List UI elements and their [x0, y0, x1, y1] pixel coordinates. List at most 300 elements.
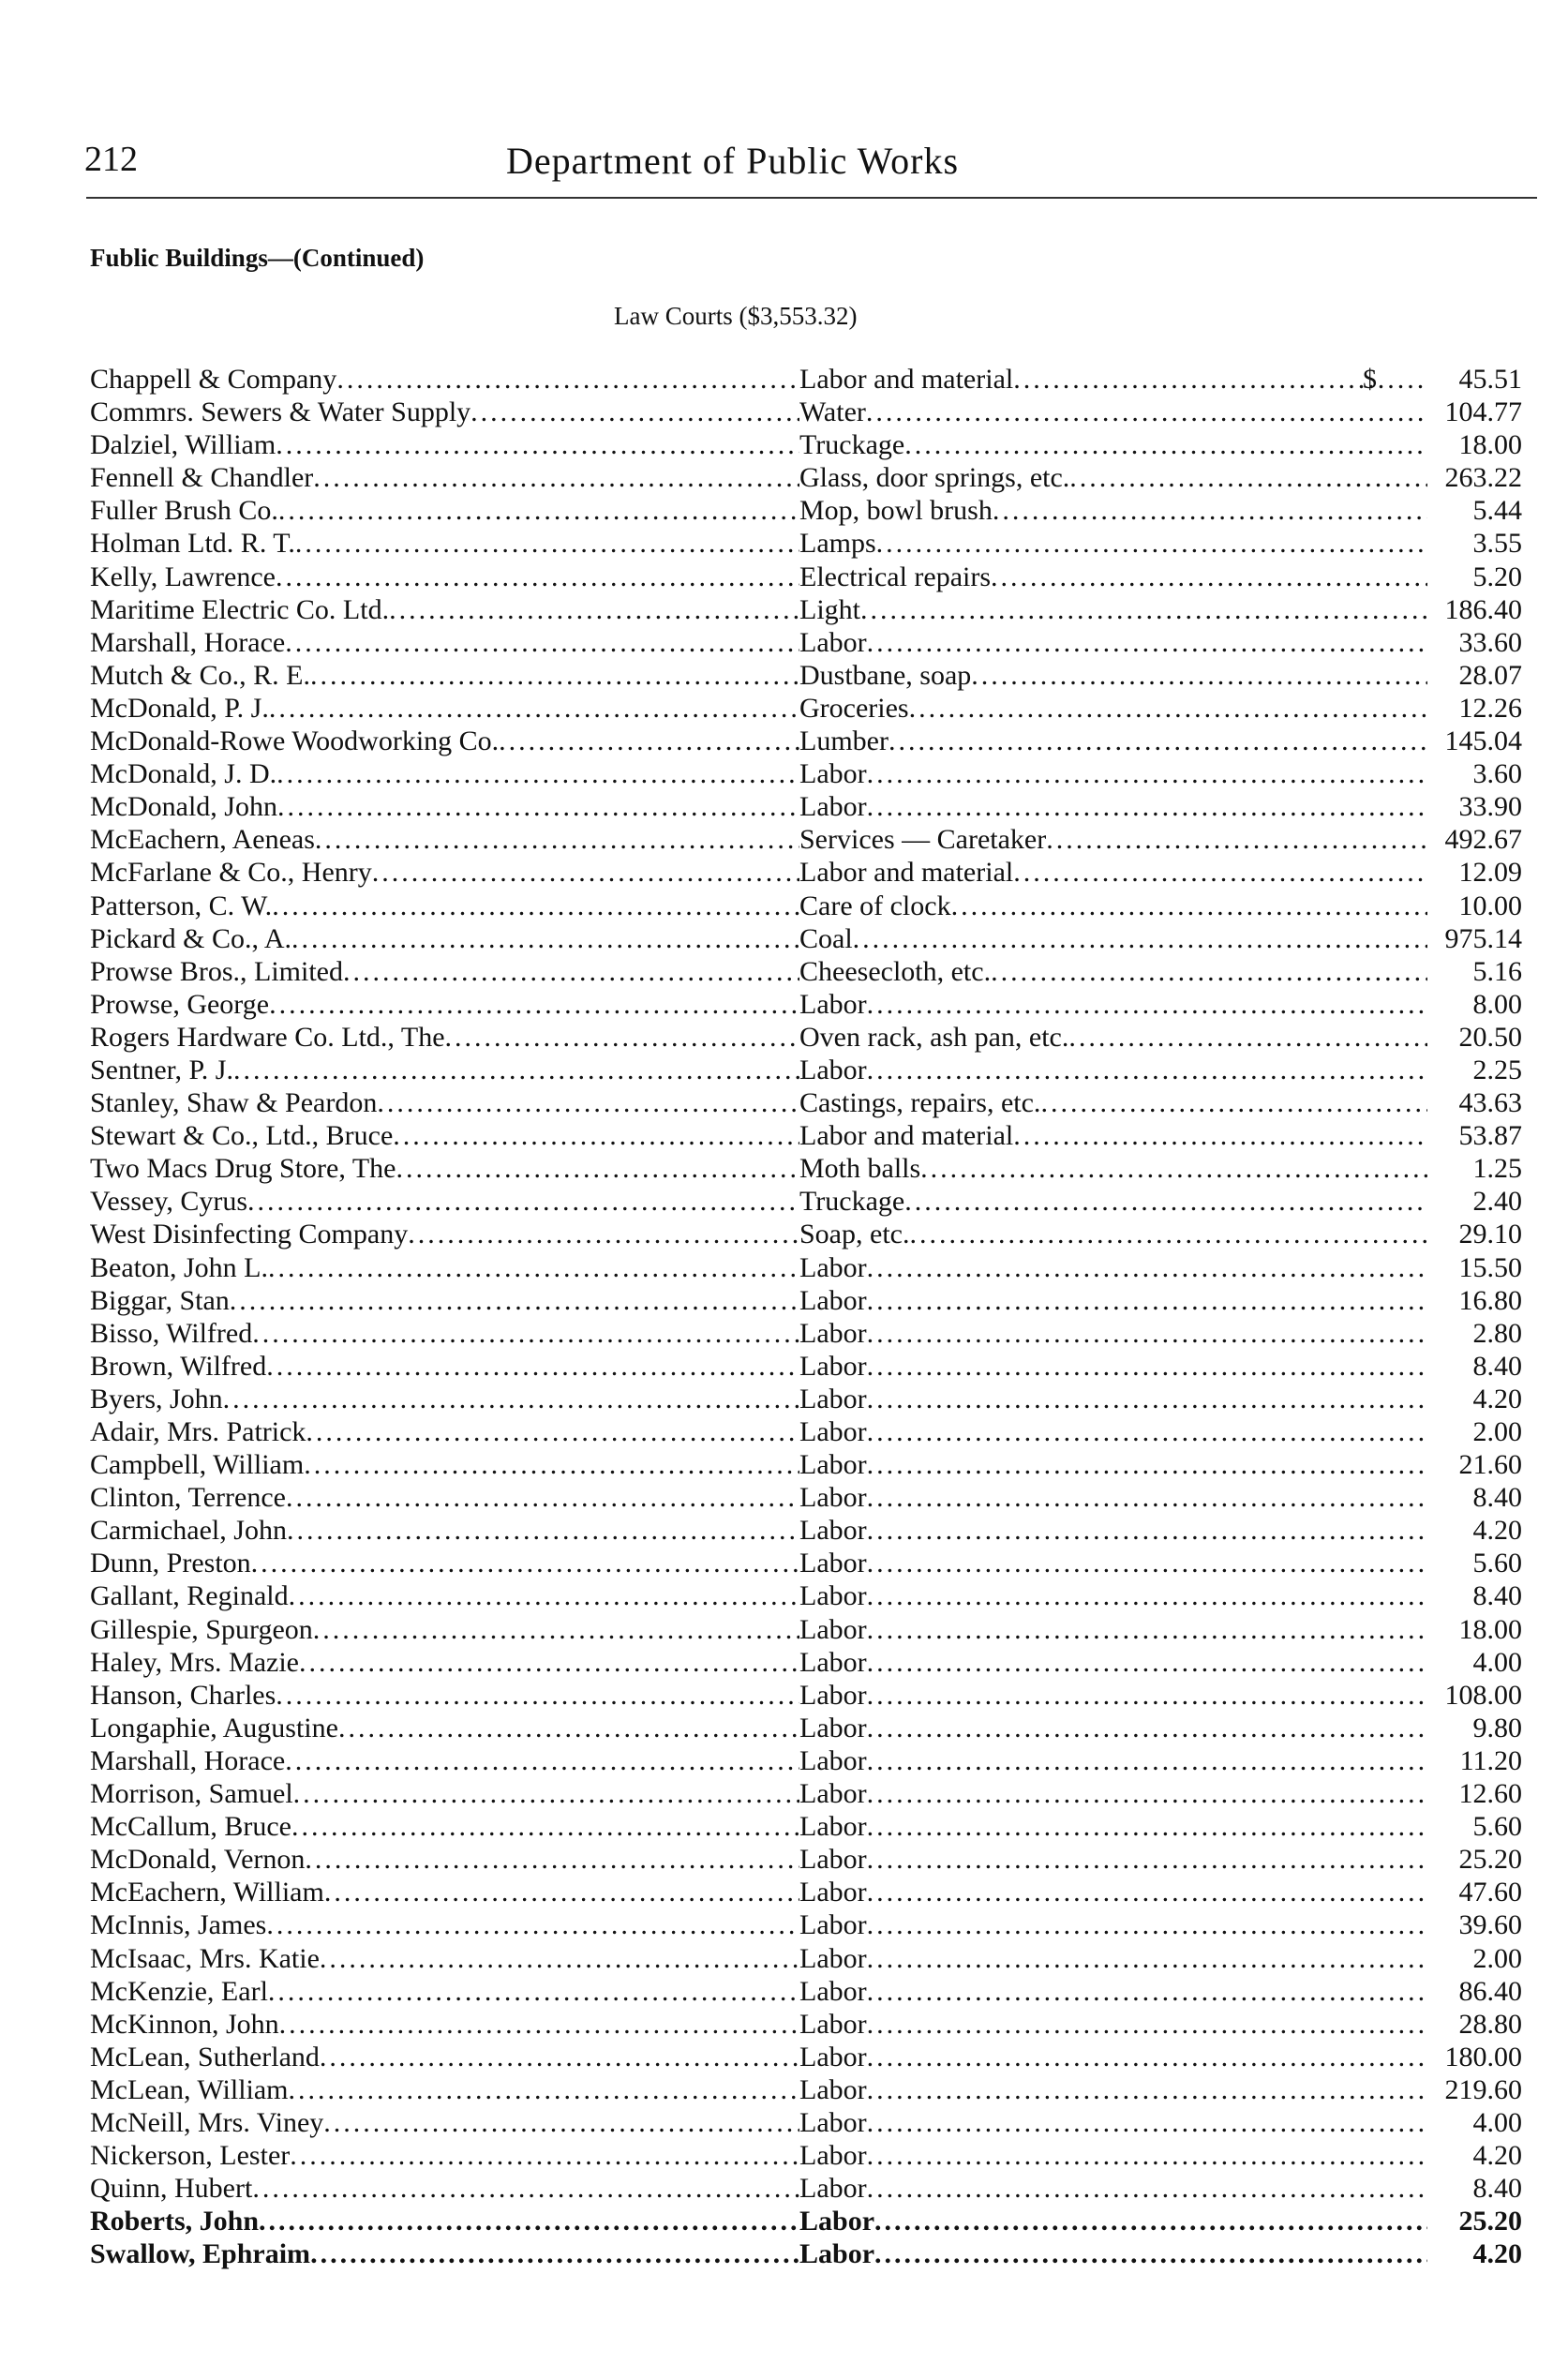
payee-cell [90, 659, 799, 692]
item-cell [799, 363, 1427, 396]
ledger-row [90, 692, 1533, 725]
expenditure-ledger [90, 363, 1533, 2270]
payee-cell [90, 1218, 799, 1250]
item-description: Labor [799, 2140, 867, 2172]
dot-leader [324, 1876, 799, 1908]
ledger-row [90, 527, 1533, 560]
ledger-row [90, 1415, 1533, 1448]
item-description: Services — Caretaker [799, 824, 1047, 856]
amount: 8.40 [1472, 2173, 1522, 2205]
item-description: Labor [799, 1744, 867, 1776]
item-description: Labor [799, 1054, 867, 1085]
payee-name: McEachern, William [90, 1877, 324, 1908]
dot-leader [867, 1810, 1427, 1843]
payee-name: Commrs. Sewers & Water Supply [90, 396, 471, 428]
payee-name: McNeill, Mrs. Viney [90, 2106, 324, 2138]
payee-cell [90, 428, 799, 461]
subsection-title: Law Courts ($3,553.32) [614, 302, 858, 330]
item-description: Labor [799, 1317, 867, 1349]
dot-leader [1013, 856, 1427, 889]
payee-name: McKinnon, John [90, 2008, 279, 2040]
payee-cell [90, 1317, 799, 1350]
item-description: Labor [799, 2238, 875, 2270]
dot-leader [874, 2237, 1427, 2270]
dot-leader [867, 1415, 1427, 1448]
payee-name: Chappell & Company [90, 364, 337, 395]
ledger-row [90, 1579, 1533, 1612]
dot-leader [310, 2237, 799, 2270]
dot-leader [313, 461, 799, 494]
item-description: Labor [799, 2041, 867, 2072]
payee-name: McDonald, John [90, 791, 277, 823]
payee-cell [90, 1712, 799, 1744]
payee-name: Longaphie, Augustine [90, 1712, 338, 1743]
ledger-row [90, 1942, 1533, 1975]
dot-leader [904, 1185, 1427, 1218]
item-description: Moth balls [799, 1153, 921, 1185]
payee-name: McDonald, J. D. [90, 758, 277, 790]
item-cell [799, 988, 1427, 1021]
dot-leader [343, 955, 799, 988]
item-description: Labor [799, 1942, 867, 1974]
item-cell [799, 2041, 1427, 2073]
dot-leader [320, 1942, 799, 1975]
payee-name: McKenzie, Earl [90, 1975, 268, 2007]
dot-leader [1040, 1086, 1427, 1119]
ledger-row [90, 955, 1533, 988]
amount: 25.20 [1458, 2206, 1522, 2237]
ledger-row [90, 790, 1533, 823]
item-cell [799, 396, 1427, 428]
payee-name: McIsaac, Mrs. Katie [90, 1942, 320, 1974]
dot-leader [336, 363, 799, 396]
ledger-row [90, 1876, 1533, 1908]
amount: 2.40 [1472, 1186, 1522, 1218]
ledger-row [90, 2041, 1533, 2073]
payee-name: McLean, Sutherland [90, 2041, 320, 2072]
item-cell [799, 561, 1427, 593]
amount: 39.60 [1458, 1909, 1522, 1941]
ledger-row [90, 1777, 1533, 1810]
amount: 186.40 [1444, 593, 1522, 625]
item-description: Labor [799, 2206, 875, 2237]
item-cell [799, 2008, 1427, 2041]
ledger-row [90, 593, 1533, 626]
dot-leader [867, 790, 1427, 823]
dot-leader [867, 757, 1427, 790]
amount: 4.20 [1472, 1515, 1522, 1547]
amount: 145.04 [1444, 726, 1522, 757]
item-description: Labor [799, 758, 867, 790]
dot-leader [867, 1777, 1427, 1810]
ledger-row [90, 2237, 1533, 2270]
dot-leader [293, 1777, 799, 1810]
dot-leader [287, 1514, 799, 1547]
item-description: Labor [799, 2173, 867, 2205]
item-cell [799, 2139, 1427, 2172]
amount: 18.00 [1458, 1613, 1522, 1645]
ledger-row [90, 1021, 1533, 1054]
item-description: Castings, repairs, etc. [799, 1087, 1041, 1119]
amount: 5.60 [1472, 1548, 1522, 1579]
item-description: Labor [799, 1909, 867, 1941]
dot-leader [290, 2139, 799, 2172]
ledger-row [90, 396, 1533, 428]
payee-cell [90, 955, 799, 988]
dot-leader [286, 1481, 799, 1514]
currency-symbol: $ [1363, 364, 1377, 395]
item-cell [799, 1646, 1427, 1679]
payee-cell [90, 2172, 799, 2205]
ledger-row [90, 1646, 1533, 1679]
dot-leader [310, 659, 799, 692]
amount: 104.77 [1444, 396, 1522, 428]
payee-name: Swallow, Ephraim [90, 2238, 311, 2270]
amount: 4.20 [1472, 2140, 1522, 2172]
amount: 2.00 [1472, 1416, 1522, 1447]
dot-leader [408, 1218, 799, 1250]
payee-name: McLean, William [90, 2073, 289, 2105]
amount: 4.20 [1472, 1383, 1522, 1414]
dot-leader [867, 1712, 1427, 1744]
dot-leader [269, 692, 799, 725]
dot-leader [971, 659, 1427, 692]
dot-leader [285, 1744, 799, 1777]
item-cell [799, 1514, 1427, 1547]
item-description: Labor [799, 1383, 867, 1414]
item-cell [799, 1810, 1427, 1843]
item-description: Labor [799, 1844, 867, 1876]
payee-name: McCallum, Bruce [90, 1811, 291, 1843]
ledger-row [90, 2205, 1533, 2237]
item-cell [799, 955, 1427, 988]
item-cell [799, 1613, 1427, 1646]
item-description: Labor and material [799, 364, 1014, 395]
page-header [84, 139, 1546, 195]
item-cell [799, 2106, 1427, 2139]
item-description: Oven rack, ash pan, etc. [799, 1021, 1069, 1053]
dot-leader [377, 1086, 799, 1119]
item-cell [799, 494, 1427, 527]
amount: 10.00 [1458, 890, 1522, 921]
payee-name: Rogers Hardware Co. Ltd., The [90, 1021, 445, 1053]
amount: 18.00 [1458, 429, 1522, 461]
ledger-row [90, 1383, 1533, 1415]
payee-name: McDonald, Vernon [90, 1844, 306, 1876]
item-cell [799, 2073, 1427, 2106]
amount: 5.16 [1472, 955, 1522, 987]
dot-leader [867, 2041, 1427, 2073]
amount: 25.20 [1458, 1844, 1522, 1876]
dot-leader [909, 1218, 1427, 1250]
ledger-row [90, 922, 1533, 955]
payee-name: Marshall, Horace [90, 626, 286, 658]
ledger-row [90, 1613, 1533, 1646]
dot-leader [909, 692, 1427, 725]
payee-cell [90, 461, 799, 494]
item-cell [799, 2205, 1427, 2237]
dot-leader [291, 922, 799, 955]
dot-leader [867, 1317, 1427, 1350]
amount: 2.00 [1472, 1942, 1522, 1974]
payee-name: Morrison, Samuel [90, 1778, 293, 1810]
amount: 180.00 [1444, 2041, 1522, 2072]
dot-leader [223, 1383, 799, 1415]
payee-name: Maritime Electric Co. Ltd. [90, 593, 390, 625]
payee-cell [90, 494, 799, 527]
dot-leader [276, 757, 799, 790]
payee-name: Two Macs Drug Store, The [90, 1153, 396, 1185]
ledger-row [90, 1251, 1533, 1284]
item-cell [799, 626, 1427, 659]
item-cell [799, 692, 1427, 725]
dot-leader [951, 890, 1427, 922]
payee-name: Stewart & Co., Ltd., Bruce [90, 1120, 394, 1152]
dot-leader [991, 561, 1427, 593]
dot-leader [259, 2205, 799, 2237]
dot-leader [867, 1975, 1427, 2008]
dot-leader [867, 1547, 1427, 1579]
item-cell [799, 890, 1427, 922]
payee-cell [90, 396, 799, 428]
payee-cell [90, 1152, 799, 1185]
dot-leader [867, 1613, 1427, 1646]
item-description: Labor [799, 1416, 867, 1447]
payee-name: McInnis, James [90, 1909, 267, 1941]
item-description: Labor [799, 1877, 867, 1908]
ledger-row [90, 2106, 1533, 2139]
item-cell [799, 1481, 1427, 1514]
dot-leader [867, 2172, 1427, 2205]
dot-leader [323, 2106, 799, 2139]
item-description: Soap, etc. [799, 1219, 910, 1250]
dot-leader [252, 1317, 799, 1350]
ledger-row [90, 1514, 1533, 1547]
ledger-row [90, 1185, 1533, 1218]
payee-cell [90, 757, 799, 790]
dot-leader [867, 1054, 1427, 1086]
payee-cell [90, 725, 799, 757]
item-description: Labor [799, 988, 867, 1020]
payee-cell [90, 1646, 799, 1679]
payee-name: Byers, John [90, 1383, 223, 1414]
item-description: Labor [799, 1284, 867, 1316]
amount: 53.87 [1458, 1120, 1522, 1152]
item-cell [799, 1942, 1427, 1975]
payee-cell [90, 1810, 799, 1843]
amount: 492.67 [1444, 824, 1522, 856]
payee-name: Adair, Mrs. Patrick [90, 1416, 306, 1447]
ledger-row [90, 1679, 1533, 1712]
payee-name: Quinn, Hubert [90, 2173, 253, 2205]
dot-leader [867, 1383, 1427, 1415]
item-description: Labor [799, 2073, 867, 2105]
payee-name: Hanson, Charles [90, 1679, 276, 1711]
amount: 2.80 [1472, 1317, 1522, 1349]
item-cell [799, 527, 1427, 560]
item-cell [799, 1185, 1427, 1218]
dot-leader [230, 1284, 799, 1317]
amount: 5.60 [1472, 1811, 1522, 1843]
payee-cell [90, 856, 799, 889]
payee-name: West Disinfecting Company [90, 1219, 409, 1250]
payee-name: Sentner, P. J. [90, 1054, 233, 1085]
payee-cell [90, 2237, 799, 2270]
dot-leader [867, 988, 1427, 1021]
dot-leader [867, 1284, 1427, 1317]
payee-name: Beaton, John L. [90, 1251, 268, 1283]
ledger-row [90, 1712, 1533, 1744]
ledger-row [90, 725, 1533, 757]
payee-cell [90, 1415, 799, 1448]
dot-leader [860, 593, 1427, 626]
dot-leader [867, 2139, 1427, 2172]
item-cell [799, 790, 1427, 823]
amount: 975.14 [1444, 922, 1522, 954]
ledger-row [90, 1350, 1533, 1383]
payee-name: McEachern, Aeneas [90, 824, 315, 856]
ledger-row [90, 2172, 1533, 2205]
item-description: Glass, door springs, etc. [799, 462, 1070, 494]
dot-leader [867, 1646, 1427, 1679]
ledger-row [90, 1054, 1533, 1086]
payee-cell [90, 2008, 799, 2041]
dot-leader [276, 428, 799, 461]
dot-leader [499, 725, 799, 757]
dot-leader [867, 2073, 1427, 2106]
item-cell [799, 1383, 1427, 1415]
item-cell [799, 1908, 1427, 1941]
ledger-row [90, 1119, 1533, 1152]
dot-leader [867, 1942, 1427, 1975]
payee-name: Haley, Mrs. Mazie [90, 1646, 299, 1678]
dot-leader [867, 1908, 1427, 1941]
dot-leader [268, 1251, 799, 1284]
ledger-row [90, 988, 1533, 1021]
amount: 4.20 [1472, 2238, 1522, 2270]
dot-leader [272, 890, 799, 922]
dot-leader [866, 396, 1427, 428]
payee-cell [90, 593, 799, 626]
payee-cell [90, 1251, 799, 1284]
payee-cell [90, 1383, 799, 1415]
ledger-row [90, 1843, 1533, 1876]
payee-name: Patterson, C. W. [90, 890, 273, 921]
ledger-row [90, 2139, 1533, 2172]
payee-name: Gallant, Reginald [90, 1580, 289, 1612]
amount: 8.40 [1472, 1482, 1522, 1514]
item-cell [799, 1119, 1427, 1152]
amount: 12.60 [1458, 1778, 1522, 1810]
payee-cell [90, 692, 799, 725]
item-cell [799, 1679, 1427, 1712]
dot-leader [279, 2008, 799, 2041]
dot-leader [266, 1908, 799, 1941]
dot-leader [867, 1514, 1427, 1547]
amount: 263.22 [1444, 462, 1522, 494]
payee-name: Brown, Wilfred [90, 1350, 267, 1382]
payee-cell [90, 1350, 799, 1383]
payee-cell [90, 1744, 799, 1777]
dot-leader [867, 1350, 1427, 1383]
payee-cell [90, 1613, 799, 1646]
dot-leader [315, 823, 799, 856]
item-cell [799, 856, 1427, 889]
ledger-row [90, 626, 1533, 659]
ledger-row [90, 1547, 1533, 1579]
item-description: Truckage [799, 1186, 905, 1218]
dot-leader [306, 1415, 799, 1448]
dot-leader [876, 527, 1427, 560]
amount: 28.07 [1458, 659, 1522, 691]
ledger-row [90, 890, 1533, 922]
dot-leader [867, 1448, 1427, 1481]
amount: 8.00 [1472, 988, 1522, 1020]
item-cell [799, 1218, 1427, 1250]
amount: 12.26 [1458, 692, 1522, 724]
payee-cell [90, 1054, 799, 1086]
ledger-row [90, 494, 1533, 527]
amount: 219.60 [1444, 2073, 1522, 2105]
item-cell [799, 1448, 1427, 1481]
item-cell [799, 593, 1427, 626]
item-description: Labor [799, 1778, 867, 1810]
dot-leader [889, 725, 1427, 757]
ledger-row [90, 1284, 1533, 1317]
item-description: Labor [799, 1646, 867, 1678]
dot-leader [867, 1679, 1427, 1712]
item-cell [799, 1415, 1427, 1448]
item-description: Labor [799, 2106, 867, 2138]
payee-cell [90, 1185, 799, 1218]
payee-name: Pickard & Co., A. [90, 922, 291, 954]
item-description: Labor [799, 1515, 867, 1547]
item-cell [799, 1317, 1427, 1350]
item-cell [799, 428, 1427, 461]
amount: 47.60 [1458, 1877, 1522, 1908]
ledger-row [90, 1152, 1533, 1185]
dot-leader [867, 1251, 1427, 1284]
dot-leader [304, 1448, 799, 1481]
ledger-row [90, 461, 1533, 494]
ledger-row [90, 856, 1533, 889]
item-cell [799, 1350, 1427, 1383]
ledger-row [90, 823, 1533, 856]
dot-leader [291, 1810, 799, 1843]
item-description: Labor [799, 1811, 867, 1843]
item-cell [799, 922, 1427, 955]
payee-cell [90, 1908, 799, 1941]
dot-leader [867, 2106, 1427, 2139]
payee-cell [90, 1086, 799, 1119]
amount: 33.60 [1458, 626, 1522, 658]
amount: 2.25 [1472, 1054, 1522, 1085]
payee-cell [90, 561, 799, 593]
item-description: Labor [799, 1975, 867, 2007]
payee-name: Gillespie, Spurgeon [90, 1613, 313, 1645]
amount: 11.20 [1459, 1744, 1522, 1776]
dot-leader [305, 1843, 799, 1876]
amount: 8.40 [1472, 1580, 1522, 1612]
payee-name: Vessey, Cyrus [90, 1186, 248, 1218]
item-cell [799, 1152, 1427, 1185]
payee-name: Holman Ltd. R. T. [90, 528, 295, 560]
item-description: Cheesecloth, etc. [799, 955, 992, 987]
payee-name: McDonald, P. J. [90, 692, 269, 724]
dot-leader [445, 1021, 799, 1054]
dot-leader [470, 396, 799, 428]
dot-leader [920, 1152, 1427, 1185]
